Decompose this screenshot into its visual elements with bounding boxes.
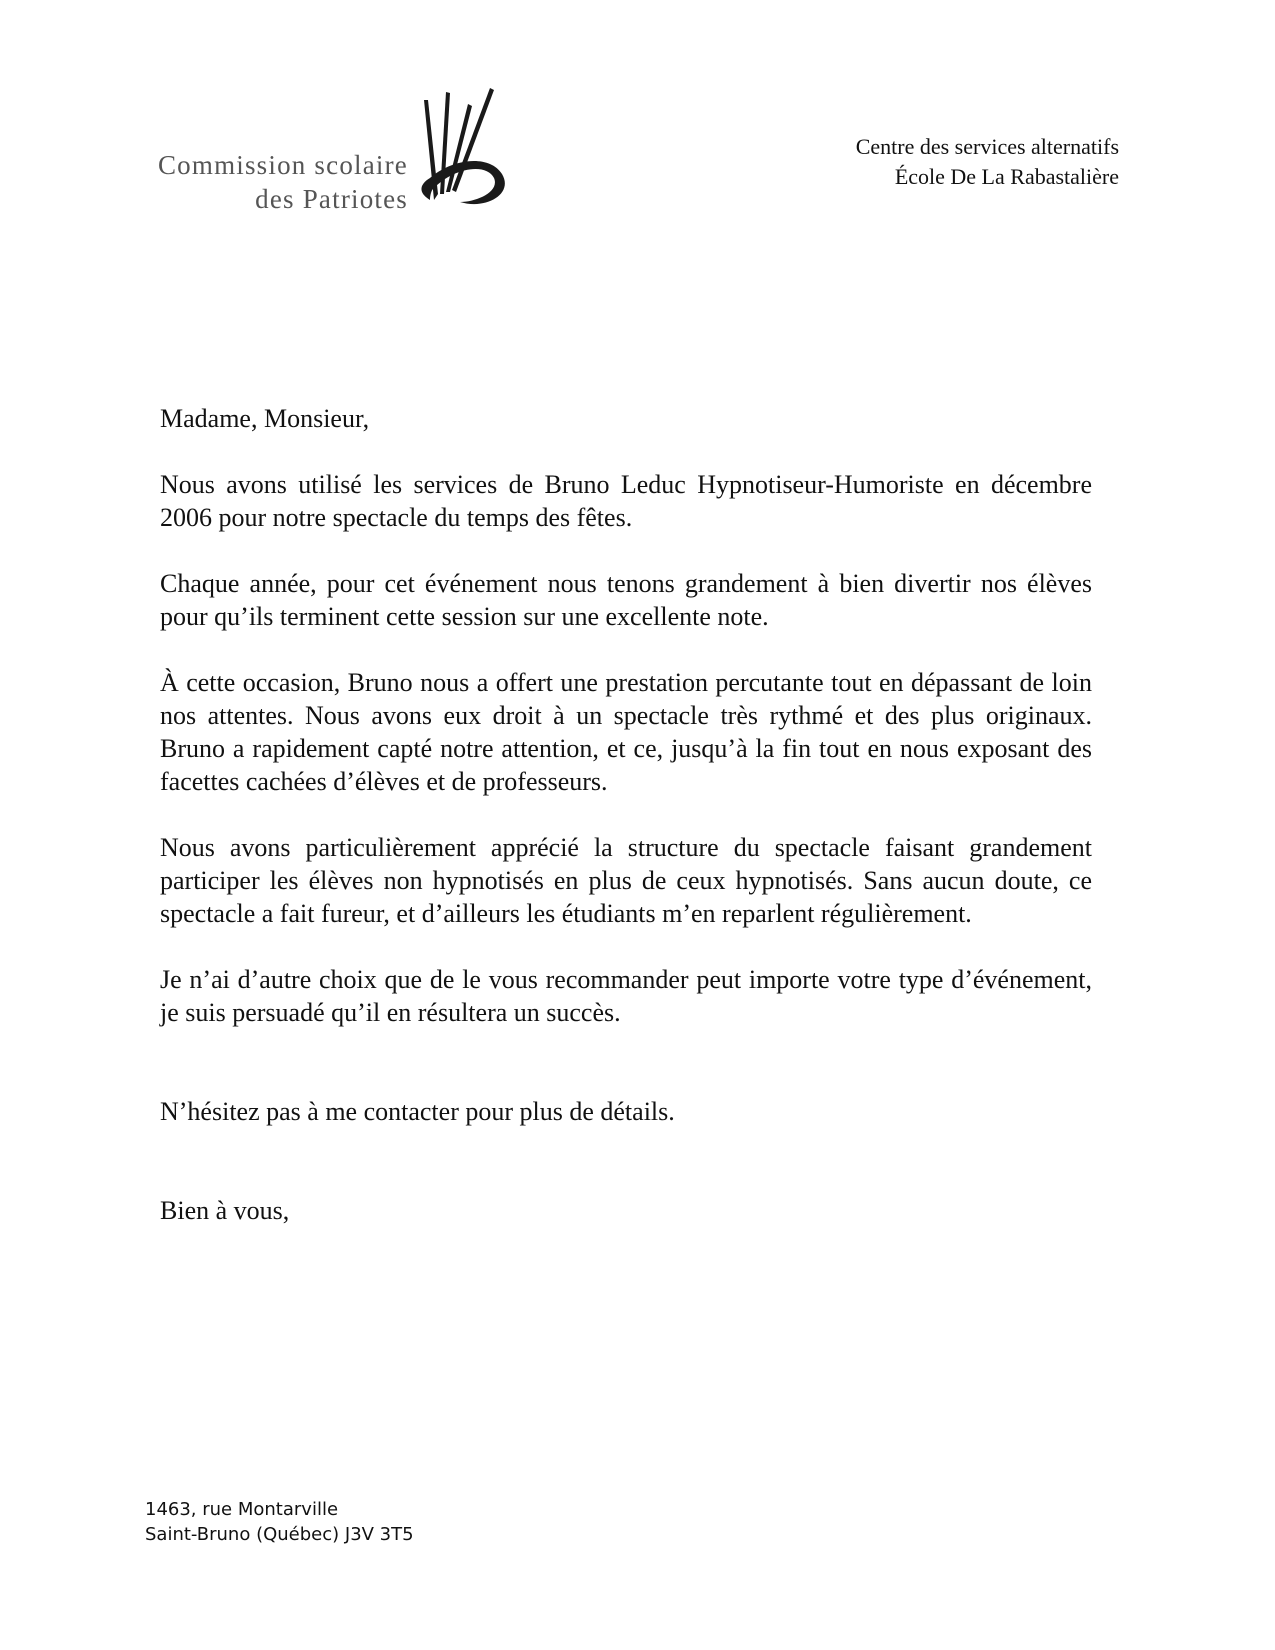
letter-salutation: Madame, Monsieur, [160, 404, 370, 433]
school-header [856, 132, 1119, 192]
letter-paragraph: Chaque année, pour cet événement nous tenons grandement à bien divertir nos élèves pour qu’ils terminent cette session sur une excellente note. [160, 569, 1092, 631]
letter-paragraph: Nous avons utilisé les services de Bruno Leduc Hypnotiseur-Humoriste en décembre 2006 pour notre spectacle du temps des fêtes. [160, 470, 1092, 532]
logo-wordmark [118, 148, 408, 216]
header-school-name: École De La Rabastalière [894, 164, 1119, 189]
footer-street: 1463, rue Montarville [145, 1499, 339, 1520]
letter-paragraph: Nous avons particulièrement apprécié la structure du spectacle faisant grandement participer les élèves non hypnotisés en plus de ceux hypnotisés. Sans aucun doute, ce spectacle a fait fureur, et d’ailleurs les étudiants m’en reparlent régulièrement. [160, 833, 1092, 928]
quill-logo-icon [416, 82, 516, 217]
school-board-logo [118, 82, 518, 222]
letter-paragraph: À cette occasion, Bruno nous a offert une prestation percutante tout en dépassant de loin nos attentes. Nous avons eux droit à un spectacle très rythmé et des plus originaux. Bruno a rapidement capté notre attention, et ce, jusqu’à la fin tout en nous exposant des facettes cachées d’élèves et de professeurs. [160, 668, 1092, 796]
address-footer [145, 1497, 414, 1547]
letter-paragraph: Je n’ai d’autre choix que de le vous recommander peut importe votre type d’événement, je suis persuadé qu’il en résultera un succès. [160, 965, 1092, 1027]
letter-closing: Bien à vous, [160, 1196, 290, 1225]
footer-city: Saint-Bruno (Québec) J3V 3T5 [145, 1524, 414, 1545]
letter-contact-line: N’hésitez pas à me contacter pour plus de détails. [160, 1097, 675, 1126]
header-service-name: Centre des services alternatifs [855, 134, 1119, 159]
logo-line-1: Commission scolaire [157, 150, 408, 180]
logo-line-2: des Patriotes [255, 184, 408, 214]
letter-body [160, 402, 1092, 1227]
